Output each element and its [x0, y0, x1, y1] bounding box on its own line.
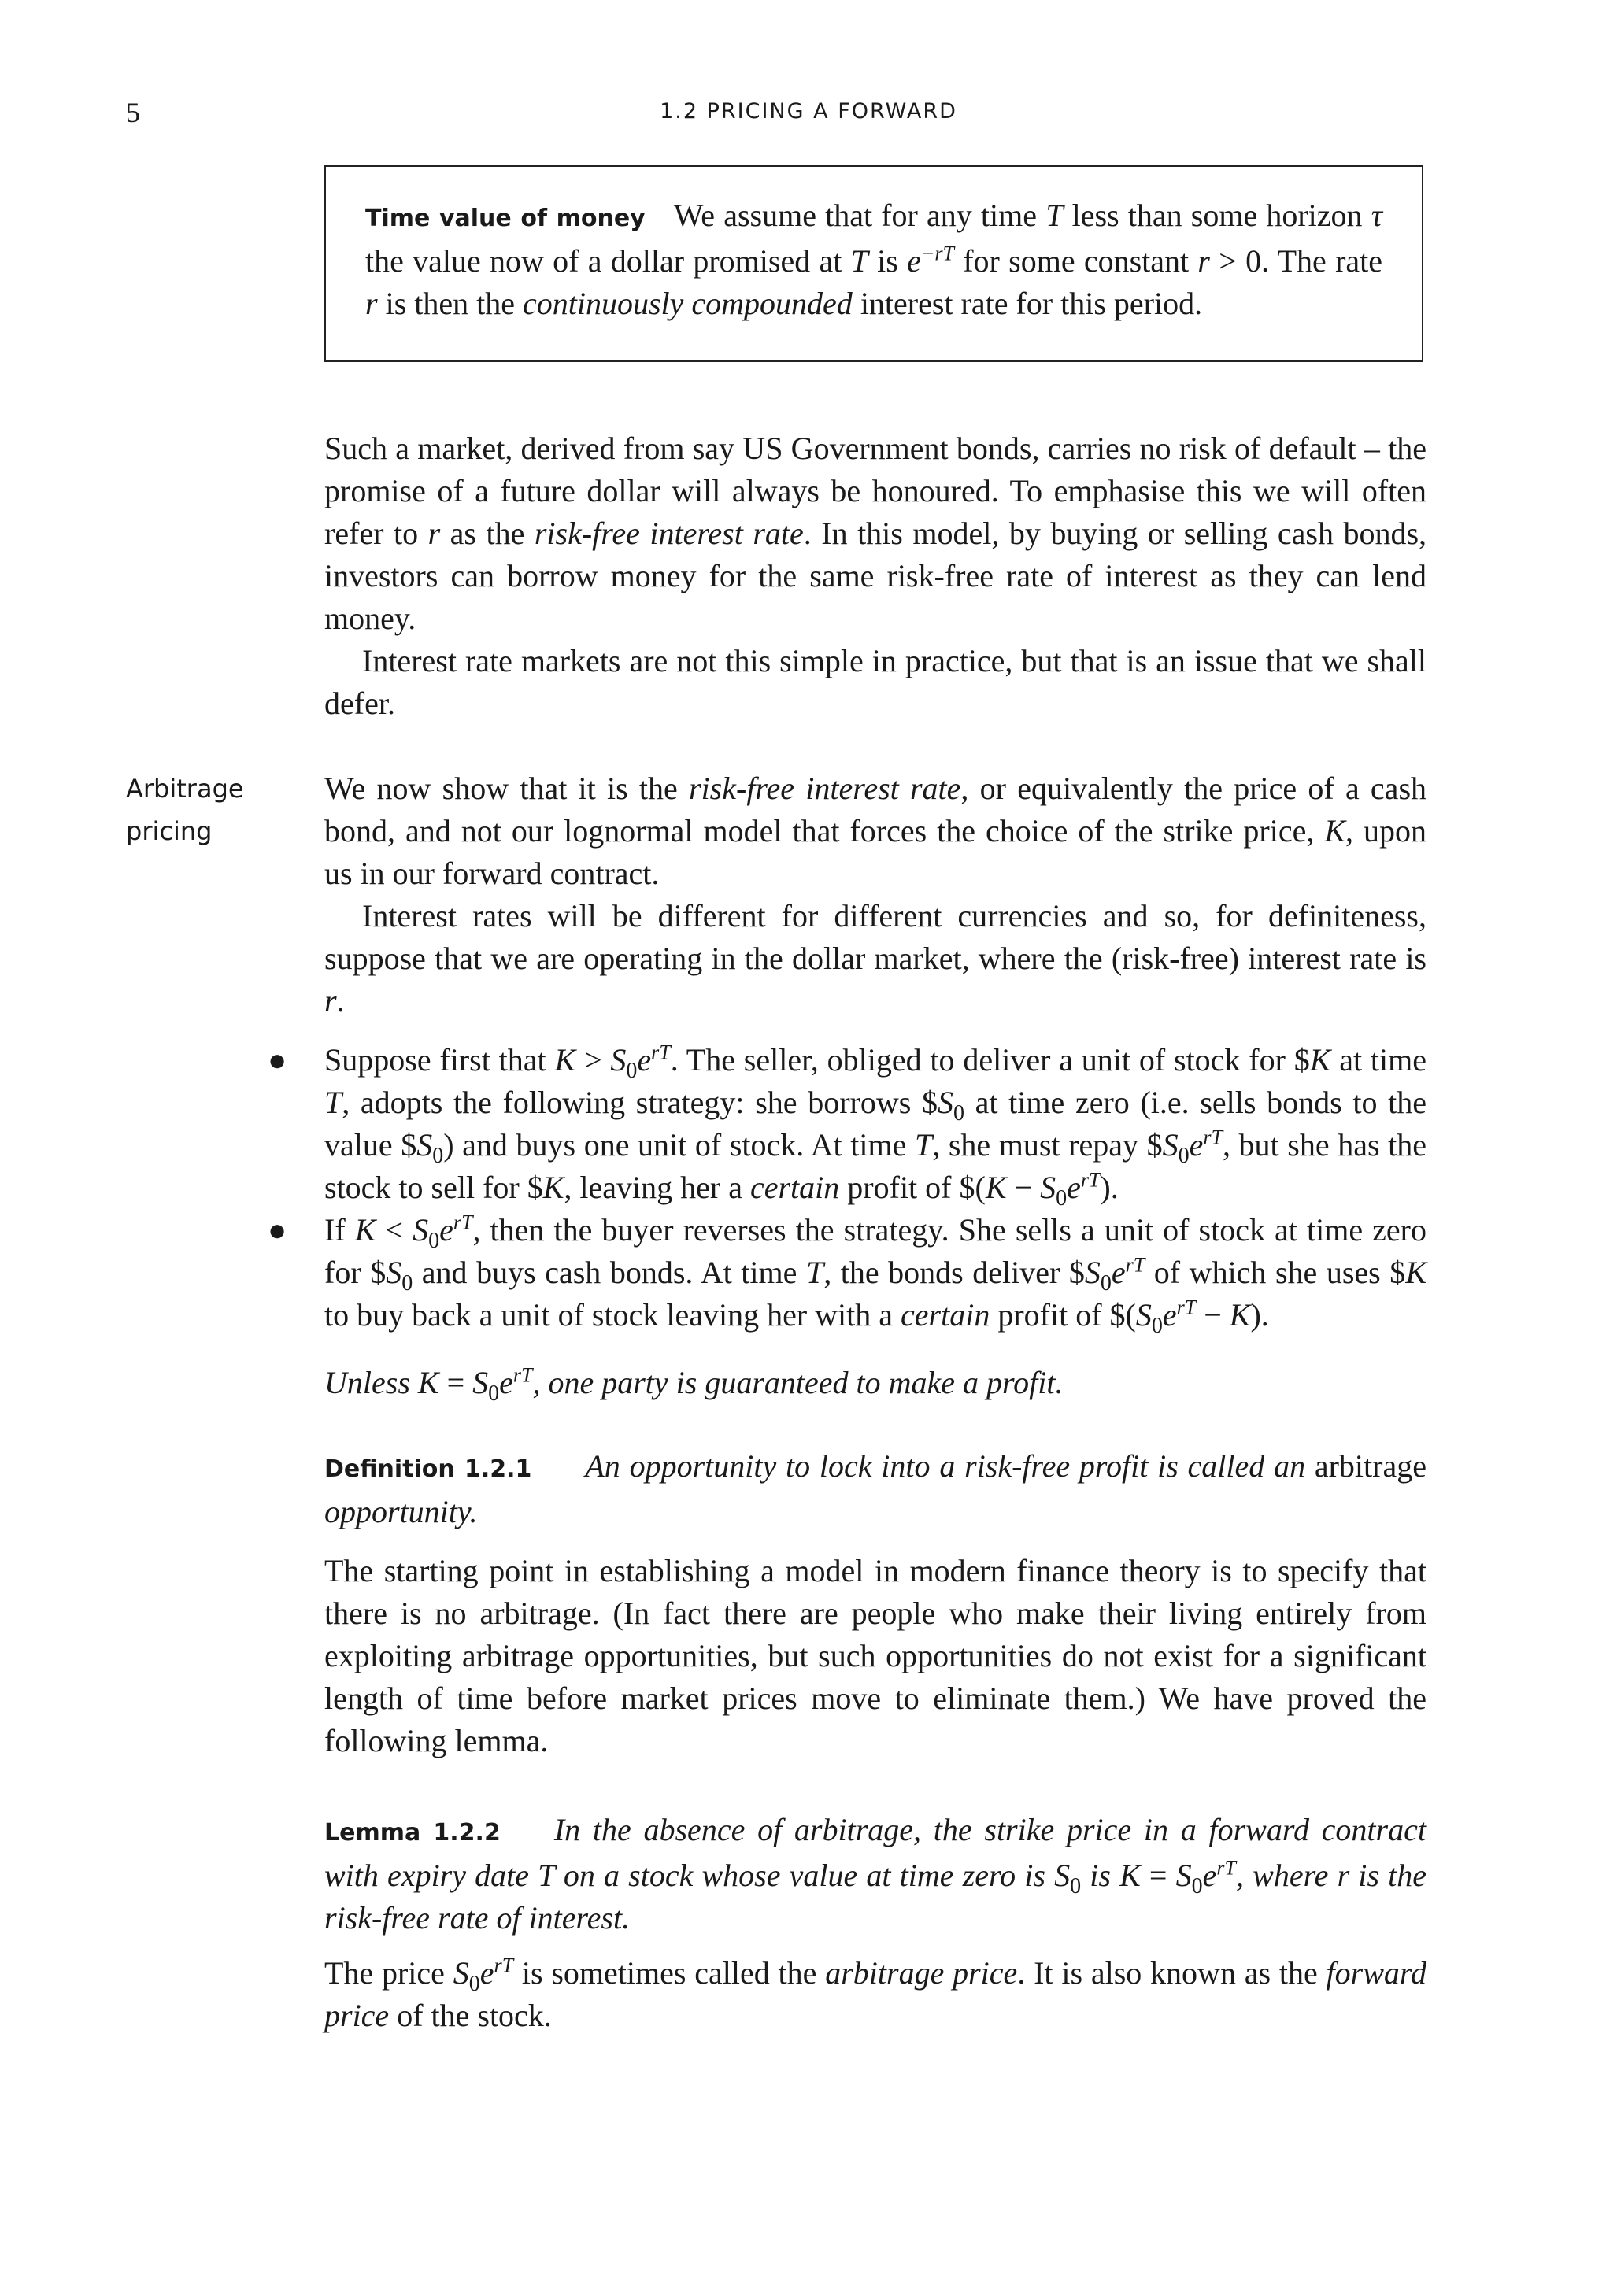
body-paragraphs-4 [324, 1952, 1426, 2037]
definition-box [324, 165, 1423, 362]
paragraph: Definition 1.2.1 An opportunity to lock into a risk-free profit is called an arbitrage opportunity. [324, 1448, 1426, 1529]
body-paragraphs-3 [324, 1550, 1426, 1762]
conclusion [324, 1362, 1426, 1404]
box-text: Time value of money We assume that for any time T less than some horizon τ the value now of a dollar promised at T is $e^{-rT}$ for some constant r > 0. The rate r is then the continuously compounded interest rate for this period. [365, 198, 1383, 321]
paragraph: The starting point in establishing a model in modern finance theory is to specify that there is no arbitrage. (In fact there are people who make their living entirely from exploiting arbitrage opportunities, but such opportunities do not exist for a significant length of time before market prices move to eliminate them.) We have proved the following lemma. [324, 1553, 1426, 1758]
margin-note: Arbitrage pricing [126, 774, 244, 846]
list-item: ● If $K < S_0e^{rT}$, then the buyer reverses the strategy. She sells a unit of stock at time zero for $\$S_0$ and buys cash bonds. At time T, the bonds deliver $\$S_0e^{rT}$ of which she uses $K to buy back a unit of stock leaving her with a certain profit of $\$(S_0e^{rT} - K)$. [268, 1209, 1426, 1337]
lemma-heading: Lemma 1.2.2 [324, 1819, 501, 1847]
paragraph: Unless $K = S_0e^{rT}$, one party is guaranteed to make a profit. [324, 1363, 1064, 1406]
paragraph: Lemma 1.2.2 In the absence of arbitrage, the strike price in a forward contract with expiry date T on a stock whose value at time zero is $S_0$ is $K = S_0e^{rT}$, where r is the risk-free rate of interest. [324, 1812, 1426, 1936]
paragraph: Interest rate markets are not this simple in practice, but that is an issue that we shall defer. [324, 643, 1426, 721]
bullet-list [268, 1039, 1426, 1337]
box-heading: Time value of money [365, 205, 646, 232]
emphasis-cc: continuously compounded [523, 286, 853, 321]
paragraph: The price $S_0e^{rT}$ is sometimes called the arbitrage price. It is also known as the forward price of the stock. [324, 1954, 1426, 2033]
definition [324, 1445, 1426, 1533]
body-paragraphs-1 [324, 427, 1426, 725]
paragraph: Interest rates will be different for different currencies and so, for definiteness, suppose that we are operating in the dollar market, where the (risk-free) interest rate is r. [324, 898, 1426, 1019]
body-paragraphs-2 [324, 767, 1426, 1022]
list-item: ● Suppose first that $K > S_0e^{rT}$. The seller, obliged to deliver a unit of stock for $K at time T, adopts the following strategy: she borrows $\$S_0$ at time zero (i.e. sells bonds to the value $\$S_0$) and buys one unit of stock. At time T, she must repay $\$S_0e^{rT}$, but she has the stock to sell for $K, leaving her a certain profit of $(K − $S_0e^{rT}$). [268, 1039, 1426, 1209]
bullet-icon: ● [268, 1042, 287, 1078]
lemma [324, 1809, 1426, 1939]
bullet-icon: ● [268, 1212, 287, 1248]
definition-heading: Definition 1.2.1 [324, 1455, 532, 1483]
paragraph: We now show that it is the risk-free interest rate, or equivalently the price of a cash bond, and not our lognormal model that forces the choice of the strike price, K, upon us in our forward contract. [324, 771, 1427, 891]
page-number: 5 [126, 97, 140, 128]
paragraph: Such a market, derived from say US Government bonds, carries no risk of default – the promise of a future dollar will always be honoured. To emphasise this we will often refer to r as the risk-free interest rate. In this model, by buying or selling cash bonds, investors can borrow money for the same risk-free rate of interest as they can lend money. [324, 431, 1427, 636]
running-head: 1.2 PRICING A FORWARD [660, 99, 957, 124]
